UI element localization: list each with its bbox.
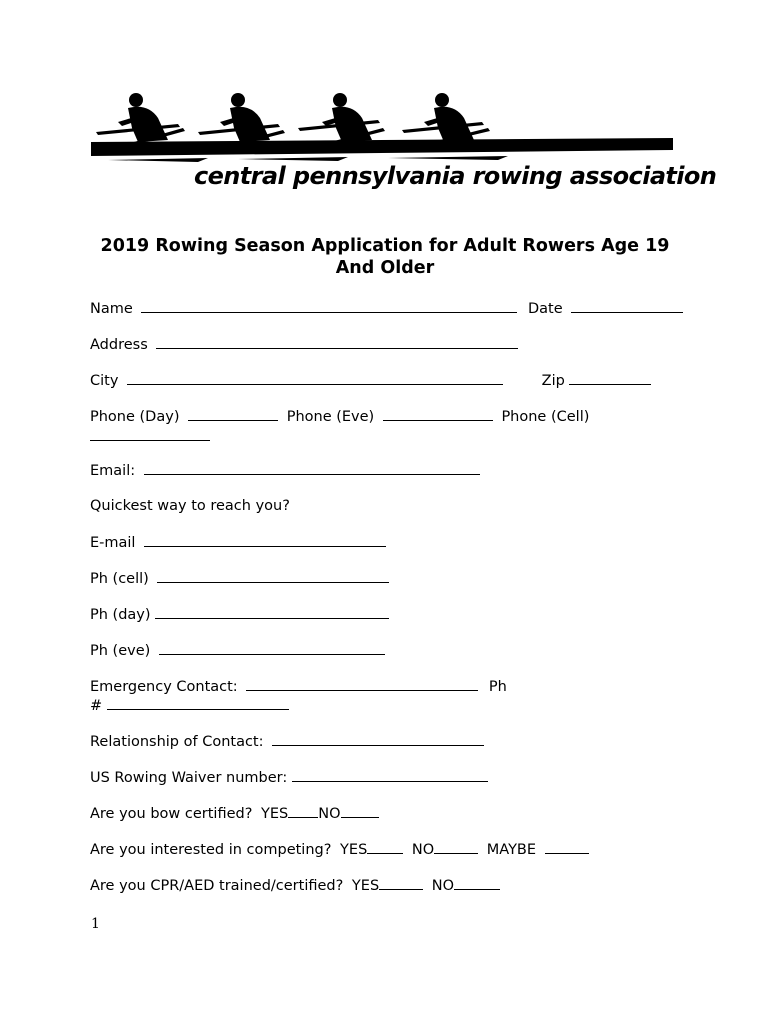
form-title-line-2: And Older [335, 258, 435, 278]
phones-row [90, 407, 589, 426]
email-row [90, 461, 480, 480]
zip-field[interactable] [569, 371, 651, 385]
bow-yes-label: YES [261, 806, 289, 822]
organization-logo [88, 88, 717, 198]
cpr-yes-field[interactable] [379, 876, 423, 890]
phone-cell-row [90, 427, 210, 446]
quickest-cell-row [90, 569, 389, 588]
quickest-day-label: Ph (day) [90, 607, 151, 623]
emergency-phone-row [90, 696, 289, 715]
quickest-eve-row [90, 641, 385, 660]
competing-no-label: NO [411, 842, 435, 858]
page-number: 1 [91, 916, 100, 932]
date-label: Date [528, 301, 563, 317]
emergency-label: Emergency Contact: [90, 679, 238, 695]
waiver-row [90, 768, 488, 787]
cpr-question: Are you CPR/AED trained/certified? [90, 878, 344, 894]
date-field[interactable] [571, 299, 683, 313]
quickest-email-label: E-mail [90, 535, 136, 551]
bow-no-label: NO [318, 806, 341, 822]
relationship-row [90, 732, 484, 751]
relationship-field[interactable] [272, 732, 484, 746]
emergency-contact-field[interactable] [246, 677, 478, 691]
waiver-label: US Rowing Waiver number: [90, 770, 288, 786]
quickest-eve-field[interactable] [159, 641, 385, 655]
phone-cell-label: Phone (Cell) [501, 409, 590, 425]
quickest-cell-field[interactable] [157, 569, 389, 583]
quickest-email-row [90, 533, 386, 552]
rowers-crew-graphic [88, 88, 678, 168]
quickest-day-field[interactable] [155, 605, 389, 619]
zip-label: Zip [541, 373, 565, 389]
phone-day-label: Phone (Day) [90, 409, 180, 425]
bow-yes-field[interactable] [288, 804, 318, 818]
competing-maybe-field[interactable] [545, 840, 589, 854]
address-field[interactable] [156, 335, 518, 349]
relationship-label: Relationship of Contact: [90, 734, 264, 750]
phone-eve-label: Phone (Eve) [286, 409, 375, 425]
phone-eve-field[interactable] [383, 407, 493, 421]
competing-no-field[interactable] [434, 840, 478, 854]
emergency-ph-label: Ph [488, 679, 507, 695]
competing-yes-field[interactable] [367, 840, 403, 854]
logo-wordmark: central pennsylvania rowing association [194, 162, 717, 190]
form-title [70, 235, 700, 279]
email-field[interactable] [144, 461, 480, 475]
address-label: Address [90, 337, 148, 353]
emergency-hash-label: # [90, 698, 103, 714]
address-row [90, 335, 518, 354]
email-label: Email: [90, 463, 136, 479]
bow-no-field[interactable] [341, 804, 379, 818]
competing-row [90, 840, 589, 859]
competing-maybe-label: MAYBE [486, 842, 537, 858]
quickest-label: Quickest way to reach you? [90, 498, 290, 514]
quickest-row [90, 497, 290, 515]
quickest-eve-label: Ph (eve) [90, 643, 151, 659]
emergency-row [90, 677, 507, 696]
quickest-cell-label: Ph (cell) [90, 571, 149, 587]
waiver-field[interactable] [292, 768, 488, 782]
cpr-yes-label: YES [351, 878, 380, 894]
emergency-phone-field[interactable] [107, 696, 289, 710]
cpr-no-field[interactable] [454, 876, 500, 890]
city-label: City [90, 373, 119, 389]
name-field[interactable] [141, 299, 517, 313]
quickest-email-field[interactable] [144, 533, 386, 547]
cpr-row [90, 876, 500, 895]
bow-row [90, 804, 379, 823]
name-label: Name [90, 301, 133, 317]
phone-day-field[interactable] [188, 407, 278, 421]
city-zip-row [90, 371, 651, 390]
phone-cell-field[interactable] [90, 427, 210, 441]
competing-question: Are you interested in competing? [90, 842, 332, 858]
cpr-no-label: NO [431, 878, 455, 894]
city-field[interactable] [127, 371, 503, 385]
competing-yes-label: YES [340, 842, 368, 858]
quickest-day-row [90, 605, 389, 624]
form-title-line-1: 2019 Rowing Season Application for Adult Rowers Age 19 [100, 236, 670, 256]
bow-question: Are you bow certified? [90, 806, 253, 822]
name-date-row [90, 299, 683, 318]
